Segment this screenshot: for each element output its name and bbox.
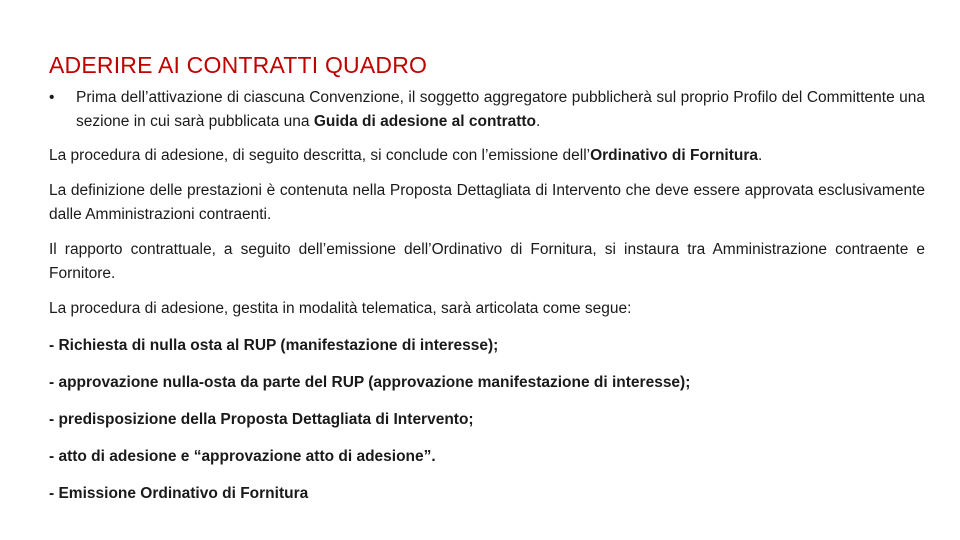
- paragraph-definition: La definizione delle prestazioni è contenuta nella Proposta Dettagliata di Intervento che deve essere approvata esclusivamente dalle Amministrazioni contraenti.: [49, 182, 925, 223]
- step-item: - approvazione nulla-osta da parte del RUP (approvazione manifestazione di interesse);: [49, 374, 691, 391]
- bullet-text-bold: Guida di adesione al contratto: [313, 113, 537, 130]
- paragraph-steps-intro: La procedura di adesione, gestita in modalità telematica, sarà articolata come segue:: [49, 300, 632, 317]
- paragraph-procedure-start: La procedura di adesione, di seguito descritta, si conclude con l’emissione dell’: [49, 147, 591, 164]
- bullet-item: [49, 86, 925, 134]
- paragraph-procedure-bold: Ordinativo di Fornitura: [590, 147, 759, 164]
- bullet-text: [76, 86, 925, 134]
- paragraph-procedure: [49, 144, 925, 168]
- paragraph-contract: Il rapporto contrattuale, a seguito dell’emissione dell’Ordinativo di Fornitura, si instaura tra Amministrazione contraente e Fornitore.: [49, 241, 925, 282]
- paragraph-procedure-end: .: [758, 147, 763, 164]
- step-item: - Richiesta di nulla osta al RUP (manifestazione di interesse);: [49, 337, 499, 354]
- bullet-icon: •: [49, 89, 55, 106]
- step-item: - atto di adesione e “approvazione atto di adesione”.: [49, 448, 436, 465]
- slide-body: [49, 86, 925, 506]
- step-item: - Emissione Ordinativo di Fornitura: [49, 485, 309, 502]
- bullet-text-end: .: [536, 113, 541, 130]
- step-item: - predisposizione della Proposta Dettagliata di Intervento;: [49, 411, 474, 428]
- slide-title: ADERIRE AI CONTRATTI QUADRO: [49, 52, 428, 78]
- bullet-text-start: Prima dell’attivazione di ciascuna Convenzione, il soggetto aggregatore pubblicherà sul proprio Profilo del Committente una sezione in cui sarà pubblicata una: [76, 89, 925, 130]
- steps-list: [49, 334, 925, 506]
